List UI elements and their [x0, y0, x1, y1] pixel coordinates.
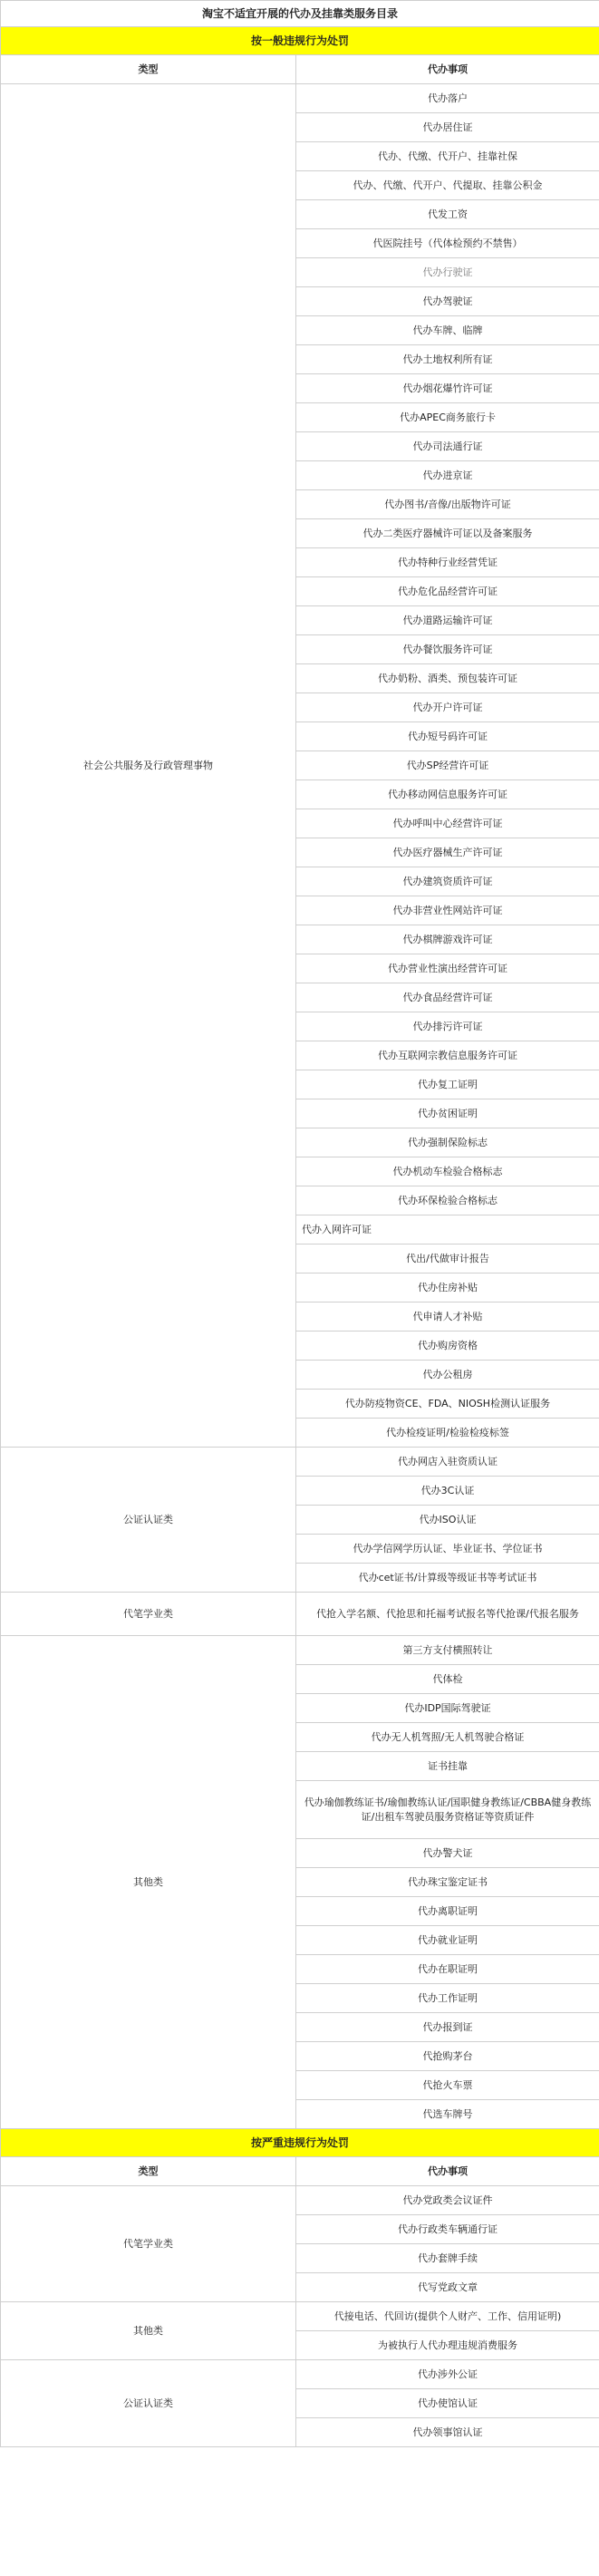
- service-item: 代办呼叫中心经营许可证: [296, 809, 599, 838]
- service-item: 代办奶粉、酒类、预包装许可证: [296, 664, 599, 693]
- service-item: 代办开户许可证: [296, 693, 599, 722]
- category-cell: 代笔学业类: [1, 1593, 296, 1636]
- service-item: 代发工资: [296, 200, 599, 229]
- service-item: 代出/代做审计报告: [296, 1244, 599, 1273]
- service-item: 代办二类医疗器械许可证以及备案服务: [296, 519, 599, 548]
- page-title: 淘宝不适宜开展的代办及挂靠类服务目录: [1, 1, 599, 27]
- category-cell: 公证认证类: [1, 1448, 296, 1593]
- service-item: 代办餐饮服务许可证: [296, 635, 599, 664]
- service-item: 代办3C认证: [296, 1477, 599, 1506]
- service-item: 代办非营业性网站许可证: [296, 896, 599, 925]
- category-cell: 代笔学业类: [1, 2186, 296, 2302]
- service-item: 代办公租房: [296, 1361, 599, 1390]
- service-item: 代办入网许可证: [296, 1215, 599, 1244]
- table-row: [1, 2302, 599, 2331]
- service-item: 代办居住证: [296, 113, 599, 142]
- service-item: 代办购房资格: [296, 1332, 599, 1361]
- header-item: 代办事项: [296, 2157, 599, 2186]
- header-row: [1, 2157, 599, 2186]
- service-item: 证书挂靠: [296, 1752, 599, 1781]
- service-item: 代办瑜伽教练证书/瑜伽教练认证/国职健身教练证/CBBA健身教练证/出租车驾驶员服务资格证等资质证件: [296, 1781, 599, 1839]
- section-title: 按一般违规行为处罚: [1, 27, 599, 55]
- service-item: 代办使馆认证: [296, 2389, 599, 2418]
- service-item: 代办、代缴、代开户、代提取、挂靠公积金: [296, 171, 599, 200]
- service-item: 代办贫困证明: [296, 1099, 599, 1128]
- service-item: 第三方支付横照转让: [296, 1636, 599, 1665]
- service-item: 代办土地权利所有证: [296, 345, 599, 374]
- service-item: 代办报到证: [296, 2013, 599, 2042]
- service-item: 代办、代缴、代开户、挂靠社保: [296, 142, 599, 171]
- table-row: [1, 2360, 599, 2389]
- service-item: 代办棋牌游戏许可证: [296, 925, 599, 954]
- service-item: 代办cet证书/计算级等级证书等考试证书: [296, 1564, 599, 1593]
- service-item: 代办短号码许可证: [296, 722, 599, 751]
- service-item: 代办IDP国际驾驶证: [296, 1694, 599, 1723]
- service-item: 代抢购茅台: [296, 2042, 599, 2071]
- service-item: 代办机动车检验合格标志: [296, 1157, 599, 1186]
- service-item: 代办离职证明: [296, 1897, 599, 1926]
- service-item: 代办行驶证: [296, 258, 599, 287]
- service-item: 代办进京证: [296, 461, 599, 490]
- service-item: 代办工作证明: [296, 1984, 599, 2013]
- service-item: 代办ISO认证: [296, 1506, 599, 1535]
- service-item: 代抢入学名额、代抢思和托福考试报名等代抢课/代报名服务: [296, 1593, 599, 1636]
- service-item: 代办SP经营许可证: [296, 751, 599, 780]
- table-row: [1, 1636, 599, 1665]
- service-item: 代办强制保险标志: [296, 1128, 599, 1157]
- table-row: [1, 84, 599, 113]
- service-item: 代办食品经营许可证: [296, 983, 599, 1012]
- service-item: 代办检疫证明/检验检疫标签: [296, 1419, 599, 1448]
- service-item: 代办学信网学历认证、毕业证书、学位证书: [296, 1535, 599, 1564]
- section-title: 按严重违规行为处罚: [1, 2129, 599, 2157]
- service-item: 代办APEC商务旅行卡: [296, 403, 599, 432]
- service-item: 代办党政类会议证件: [296, 2186, 599, 2215]
- service-item: 代办住房补贴: [296, 1273, 599, 1303]
- service-item: 代接电话、代回访(提供个人财产、工作、信用证明): [296, 2302, 599, 2331]
- service-item: 代办烟花爆竹许可证: [296, 374, 599, 403]
- service-item: 代办落户: [296, 84, 599, 113]
- service-item: 代办排污许可证: [296, 1012, 599, 1041]
- service-item: 代办危化品经营许可证: [296, 577, 599, 606]
- section-band: [1, 2129, 599, 2157]
- header-type: 类型: [1, 55, 296, 84]
- service-item: 代办行政类车辆通行证: [296, 2215, 599, 2244]
- service-item: 代办图书/音像/出版物许可证: [296, 490, 599, 519]
- service-item: 代办涉外公证: [296, 2360, 599, 2389]
- service-item: 代办警犬证: [296, 1839, 599, 1868]
- service-item: 代医院挂号（代体检预约不禁售）: [296, 229, 599, 258]
- service-item: 代办套牌手续: [296, 2244, 599, 2273]
- service-item: 代办领事馆认证: [296, 2418, 599, 2447]
- category-cell: 公证认证类: [1, 2360, 296, 2447]
- service-item: 代办特种行业经营凭证: [296, 548, 599, 577]
- title-row: [1, 1, 599, 27]
- category-cell: 其他类: [1, 2302, 296, 2360]
- service-item: 代抢火车票: [296, 2071, 599, 2100]
- service-item: 代办在职证明: [296, 1955, 599, 1984]
- service-item: 代写党政文章: [296, 2273, 599, 2302]
- service-item: 代办无人机驾照/无人机驾驶合格证: [296, 1723, 599, 1752]
- service-item: 代办车牌、临牌: [296, 316, 599, 345]
- service-item: 代办复工证明: [296, 1070, 599, 1099]
- table-row: [1, 1448, 599, 1477]
- service-item: 代办驾驶证: [296, 287, 599, 316]
- service-item: 代办互联网宗教信息服务许可证: [296, 1041, 599, 1070]
- service-item: 代办司法通行证: [296, 432, 599, 461]
- category-cell: 社会公共服务及行政管理事物: [1, 84, 296, 1448]
- service-item: 代办营业性演出经营许可证: [296, 954, 599, 983]
- service-item: 代申请人才补贴: [296, 1303, 599, 1332]
- service-item: 为被执行人代办理违规消费服务: [296, 2331, 599, 2360]
- service-item: 代办环保检验合格标志: [296, 1186, 599, 1215]
- header-type: 类型: [1, 2157, 296, 2186]
- service-item: 代体检: [296, 1665, 599, 1694]
- service-item: 代办就业证明: [296, 1926, 599, 1955]
- service-item: 代办道路运输许可证: [296, 606, 599, 635]
- service-item: 代办珠宝鉴定证书: [296, 1868, 599, 1897]
- service-item: 代办医疗器械生产许可证: [296, 838, 599, 867]
- table-row: [1, 1593, 599, 1636]
- section-band: [1, 27, 599, 55]
- table-row: [1, 2186, 599, 2215]
- service-item: 代办移动网信息服务许可证: [296, 780, 599, 809]
- header-row: [1, 55, 599, 84]
- service-item: 代办防疫物资CE、FDA、NIOSH检测认证服务: [296, 1390, 599, 1419]
- service-item: 代办建筑资质许可证: [296, 867, 599, 896]
- service-item: 代选车牌号: [296, 2100, 599, 2129]
- service-item: 代办网店入驻资质认证: [296, 1448, 599, 1477]
- header-item: 代办事项: [296, 55, 599, 84]
- category-cell: 其他类: [1, 1636, 296, 2129]
